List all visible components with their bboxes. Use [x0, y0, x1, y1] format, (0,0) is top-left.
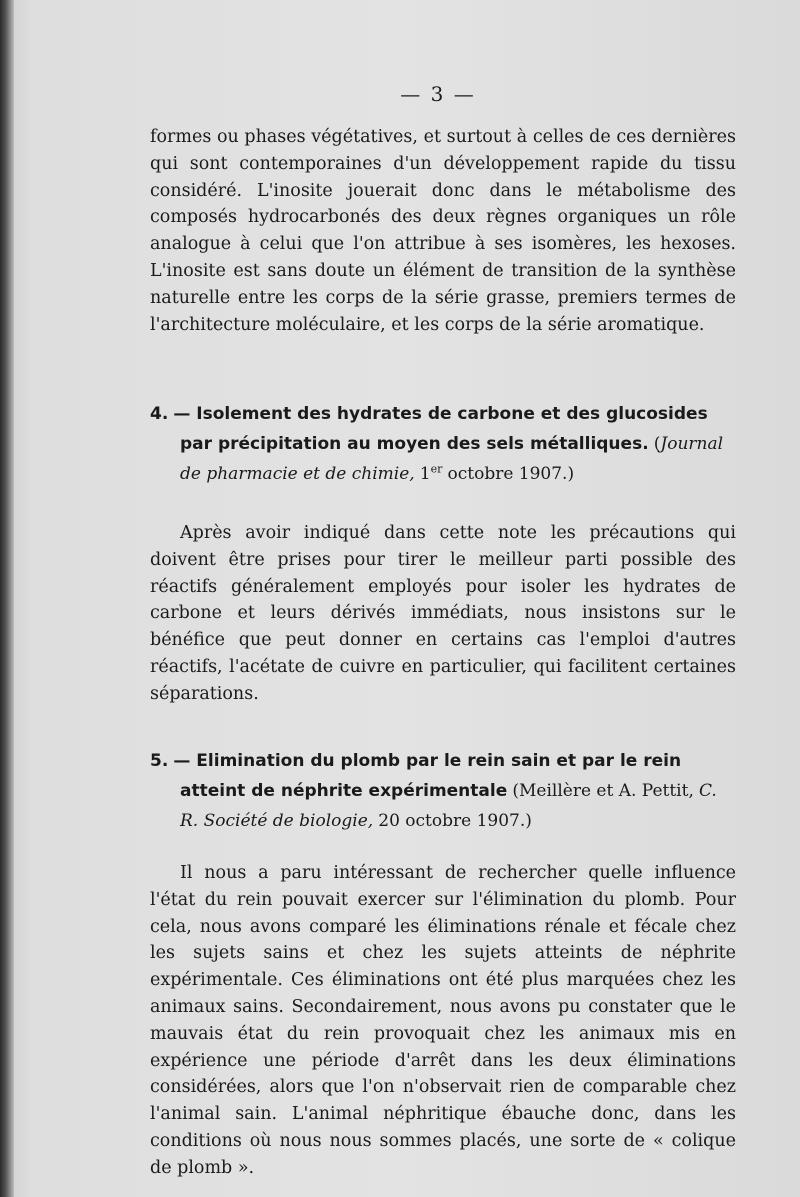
section-4-journal: Journal de pharmacie et de chimie, — [180, 434, 724, 484]
section-4-date-day: 1 — [419, 464, 431, 484]
section-5-date: 20 octobre 1907.) — [378, 811, 532, 831]
section-5-journal: C. R. Société de biologie, — [180, 781, 717, 831]
section-4-date-sup: er — [430, 462, 443, 476]
intro-paragraph: formes ou phases végétatives, et surtout à celles de ces dernières qui sont contemporaines d'un développement rapide du tissu considéré. L'inosite jouerait donc dans le métabolisme des composés hydrocarbonés des deux règnes organiques un rôle analogue à celui que l'on attribue à ses isomères, les hexoses. L'inosite est sans doute un élément de transition de la synthèse naturelle entre les corps de la série grasse, premiers termes de l'architecture moléculaire, et les corps de la série aromatique. — [150, 127, 736, 335]
section-5-title-line1: — Elimination du plomb par le rein sain et par le rein — [173, 751, 682, 771]
scan-shadow-edge — [0, 0, 14, 1197]
section-4-body: Après avoir indiqué dans cette note les précautions qui doivent être prises pour tirer le meilleur parti possible des réactifs généralement employés pour isoler les hydrates de carbone et leurs dérivés immédiats, nous insistons sur le bénéfice que peut donner en certains cas l'emploi d'autres réactifs, l'acétate de cuivre en particulier, qui facilitent certaines séparations. — [150, 523, 736, 704]
section-4-date-rest: octobre 1907.) — [447, 464, 575, 484]
section-4-title-line1: — Isolement des hydrates de carbone et des glucosides — [173, 404, 708, 424]
section-5-title-line2-wrap — [150, 776, 740, 836]
section-5-number: 5. — [150, 751, 169, 771]
section-4-title-line2: par précipitation au moyen des sels métalliques. — [180, 434, 649, 454]
section-4-title-line2-wrap — [150, 429, 740, 489]
page-number: — 3 — — [400, 82, 476, 106]
section-4-heading — [150, 399, 740, 489]
section-5-body: Il nous a paru intéressant de rechercher quelle influence l'état du rein pouvait exercer sur l'élimination du plomb. Pour cela, nous avons comparé les éliminations rénale et fécale chez les sujets sains et chez les sujets atteints de néphrite expérimentale. Ces éliminations ont été plus marquées chez les animaux sains. Secondairement, nous avons pu constater que le mauvais état du rein provoquait chez les animaux mis en expérience une période d'arrêt dans les deux éliminations considérées, alors que l'on n'observait rien de comparable chez l'animal sain. L'animal néphritique ébauche donc, dans les conditions où nous nous sommes placés, une sorte de « colique de plomb ». — [150, 863, 736, 1178]
section-4-citation-open: ( — [653, 434, 661, 454]
section-5-heading — [150, 746, 740, 836]
section-5-title-line2: atteint de néphrite expérimentale — [180, 781, 508, 801]
section-4-number: 4. — [150, 404, 169, 424]
section-5-authors: (Meillère et A. Pettit, — [512, 781, 694, 801]
